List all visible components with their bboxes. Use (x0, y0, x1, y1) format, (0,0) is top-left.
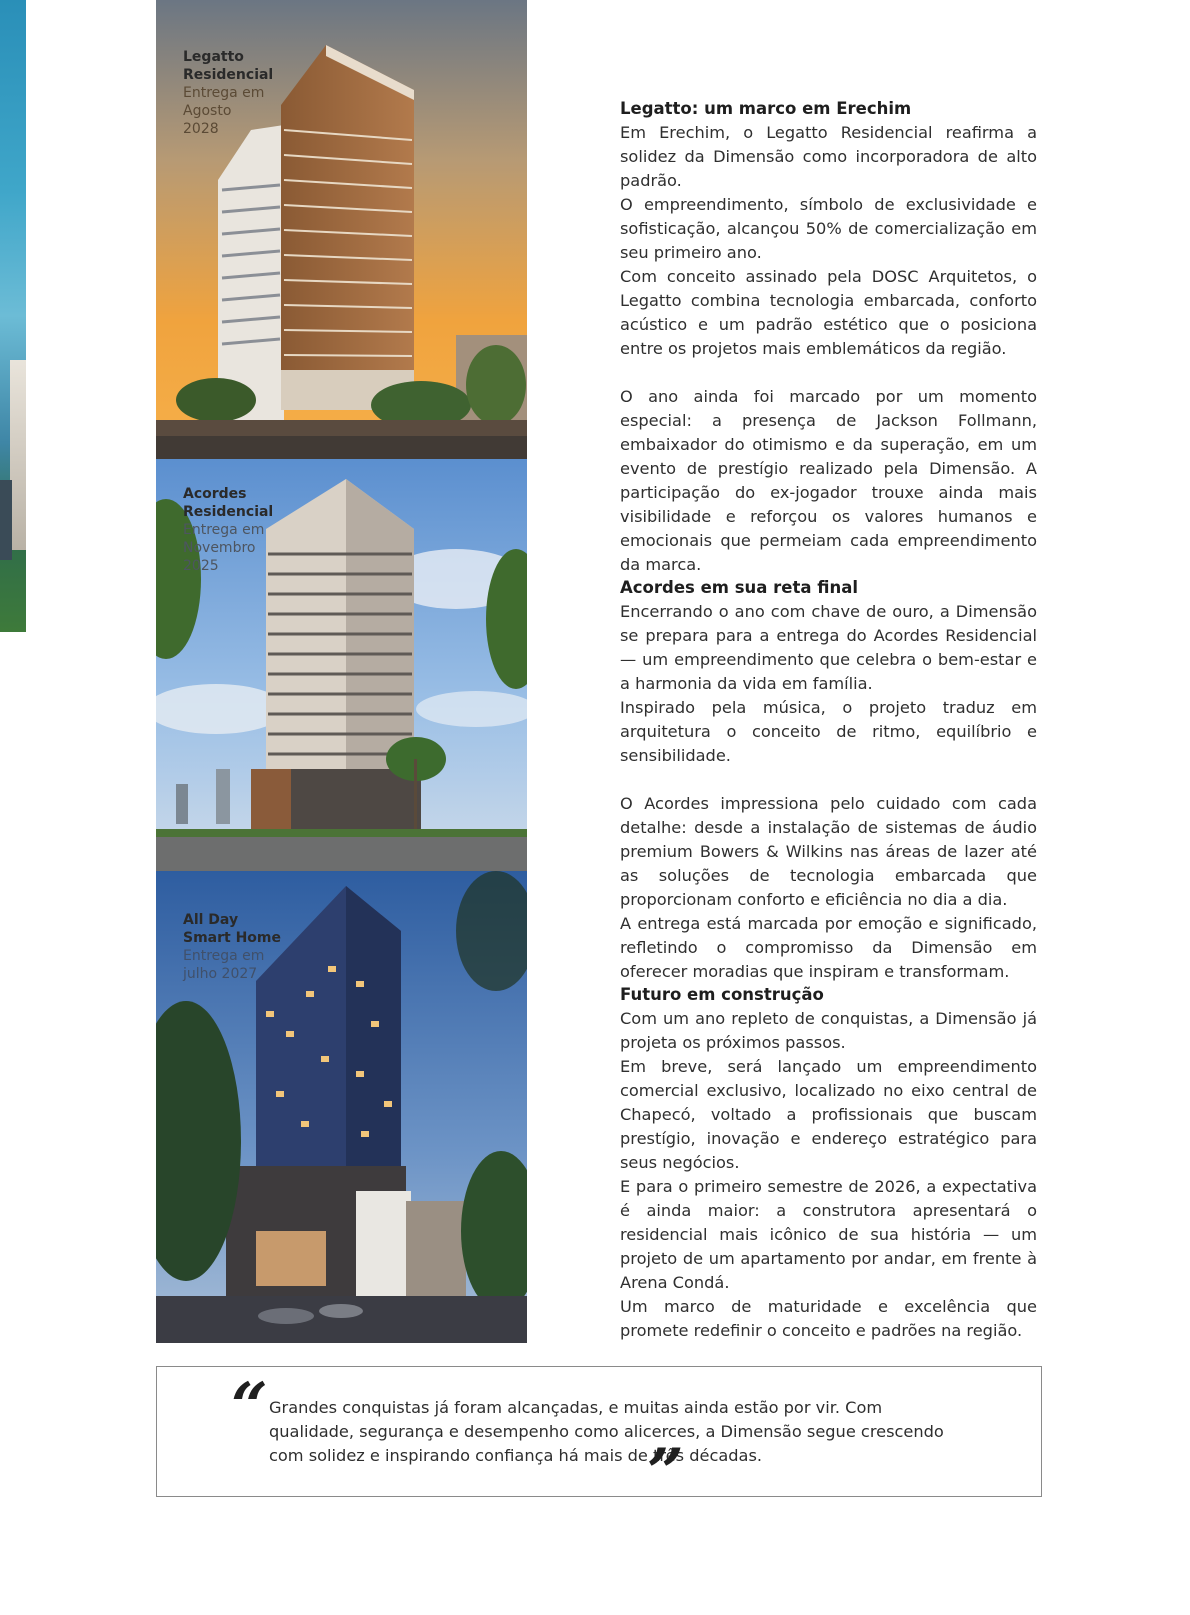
legatto-caption (183, 48, 273, 138)
legatto-paragraph-1: Em Erechim, o Legatto Residencial reafirma a solidez da Dimensão como incorporadora de alto padrão. (620, 123, 1037, 190)
acordes-paragraph-2: Inspirado pela música, o projeto traduz em arquitetura o conceito de ritmo, equilíbrio e sensibilidade. (620, 698, 1037, 765)
pull-quote-box (156, 1366, 1042, 1510)
legatto-paragraph-2: O empreendimento, símbolo de exclusividade e sofisticação, alcançou 50% de comercialização em seu primeiro ano. (620, 195, 1037, 262)
allday-date-line1: Entrega em (183, 948, 265, 964)
legatto-heading: Legatto: um marco em Erechim (620, 99, 912, 118)
acordes-paragraph-1: Encerrando o ano com chave de ouro, a Dimensão se prepara para a entrega do Acordes Residencial — um empreendimento que celebra o bem-estar e a harmonia da vida em família. (620, 602, 1037, 693)
futuro-paragraph-3: E para o primeiro semestre de 2026, a expectativa é ainda maior: a construtora apresentará o residencial mais icônico de sua história — um projeto de um apartamento por andar, em frente à Arena Condá. (620, 1177, 1037, 1292)
allday-caption (183, 911, 281, 983)
legatto-section (620, 97, 1037, 577)
legatto-render-photo (156, 0, 527, 459)
legatto-paragraph-4: O ano ainda foi marcado por um momento especial: a presença de Jackson Follmann, embaixador do otimismo e da superação, em um evento de prestígio realizado pela Dimensão. A participação do ex-jogador trouxe ainda mais visibilidade e reforçou os valores humanos e emocionais que permeiam cada empreendimento da marca. (620, 387, 1037, 574)
acordes-section (620, 576, 1037, 984)
allday-name-line1: All Day (183, 912, 239, 928)
acordes-paragraph-4: A entrega está marcada por emoção e significado, refletindo o compromisso da Dimensão em oferecer moradias que inspiram e transformam. (620, 914, 1037, 981)
open-quote-mark-icon: “ (231, 1369, 268, 1444)
legatto-date-line3: 2028 (183, 121, 219, 137)
allday-date-line2: julho 2027 (183, 966, 258, 982)
previous-page-photo-edge (0, 0, 26, 632)
futuro-paragraph-4: Um marco de maturidade e excelência que promete redefinir o conceito e padrões na região. (620, 1297, 1037, 1340)
pull-quote-text: Grandes conquistas já foram alcançadas, e muitas ainda estão por vir. Com qualidade, segurança e desempenho como alicerces, a Dimensão segue crescendo com solidez e inspirando confiança há mais de três décadas. (269, 1398, 944, 1465)
acordes-name-line1: Acordes (183, 486, 247, 502)
futuro-paragraph-1: Com um ano repleto de conquistas, a Dimensão já projeta os próximos passos. (620, 1009, 1037, 1052)
acordes-paragraph-3: O Acordes impressiona pelo cuidado com cada detalhe: desde a instalação de sistemas de áudio premium Bowers & Wilkins nas áreas de lazer até as soluções de tecnologia embarcada que proporcionam conforto e eficiência no dia a dia. (620, 794, 1037, 909)
acordes-name-line2: Residencial (183, 504, 274, 520)
acordes-date-line2: Novembro (183, 540, 256, 556)
legatto-name-line1: Legatto (183, 49, 244, 65)
allday-render-photo (156, 871, 527, 1343)
futuro-paragraph-2: Em breve, será lançado um empreendimento comercial exclusivo, localizado no eixo central de Chapecó, voltado a profissionais que buscam prestígio, inovação e endereço estratégico para seus negócios. (620, 1057, 1037, 1172)
close-quote-mark-icon: ” (647, 1435, 684, 1510)
acordes-caption (183, 485, 273, 575)
futuro-section (620, 983, 1037, 1343)
acordes-render-photo (156, 459, 527, 871)
legatto-date-line1: Entrega em (183, 85, 265, 101)
legatto-name-line2: Residencial (183, 67, 274, 83)
legatto-date-line2: Agosto (183, 103, 232, 119)
acordes-date-line1: Entrega em (183, 522, 265, 538)
legatto-paragraph-3: Com conceito assinado pela DOSC Arquitetos, o Legatto combina tecnologia embarcada, conforto acústico e um padrão estético que o posiciona entre os projetos mais emblemáticos da região. (620, 267, 1037, 358)
acordes-date-line3: 2025 (183, 558, 219, 574)
allday-name-line2: Smart Home (183, 930, 282, 946)
acordes-heading: Acordes em sua reta final (620, 578, 859, 597)
futuro-heading: Futuro em construção (620, 985, 824, 1004)
